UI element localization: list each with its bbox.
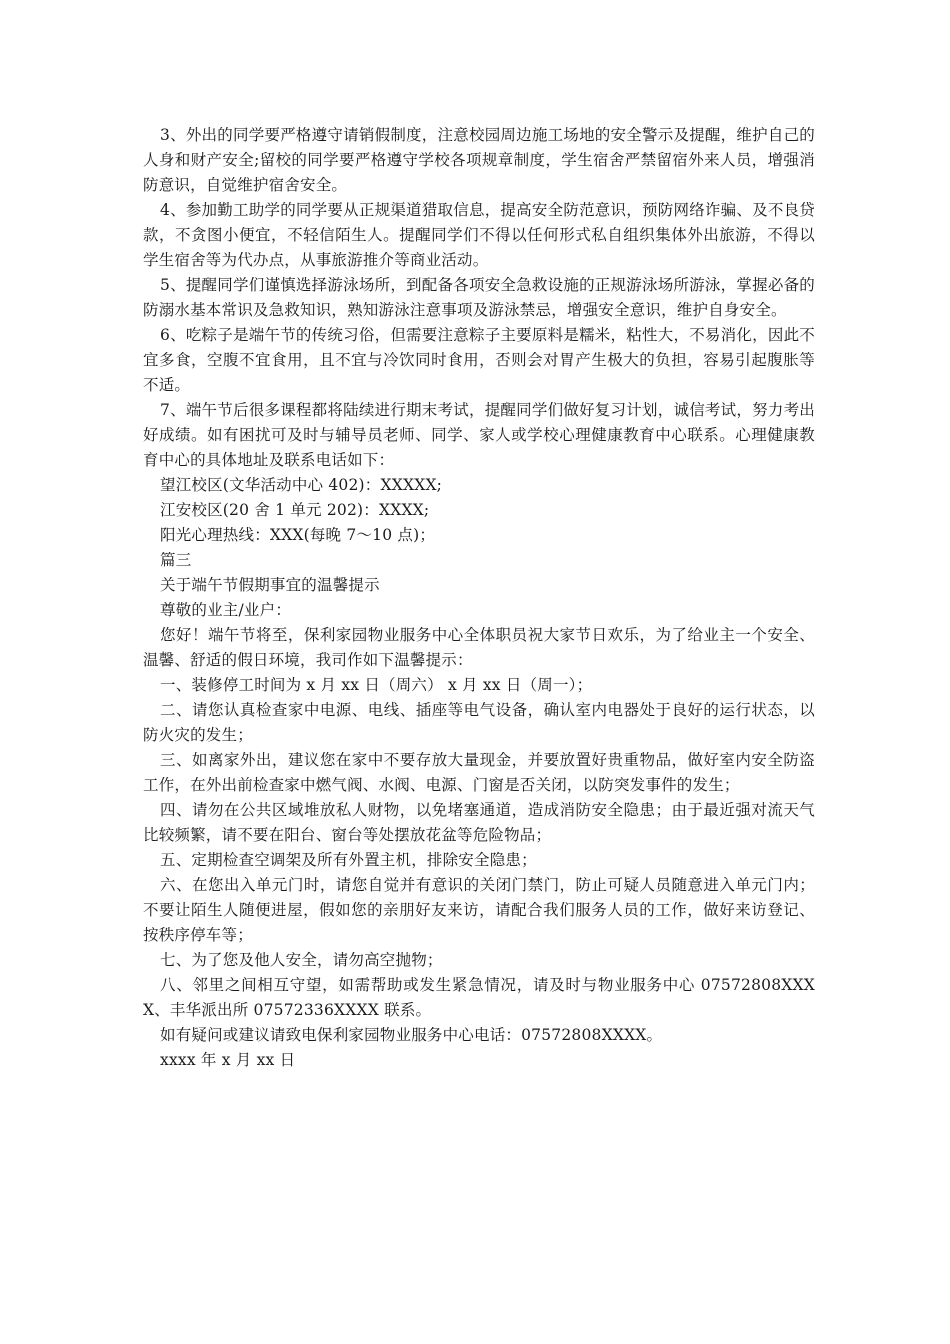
campus-jiangan-contact: 江安校区(20 舍 1 单元 202)：XXXX; <box>160 501 430 519</box>
notice-item-7: 七、为了您及他人安全，请勿高空抛物； <box>160 951 443 969</box>
section-heading: 篇三 <box>160 551 192 569</box>
notice-item-8: 八、邻里之间相互守望，如需帮助或发生紧急情况，请及时与物业服务中心 07572808XXXX、丰华派出所 07572336XXXX 联系。 <box>143 976 815 1019</box>
notice-item-6: 六、在您出入单元门时，请您自觉并有意识的关闭门禁门，防止可疑人员随意进入单元门内；不要让陌生人随便进屋，假如您的亲朋好友来访，请配合我们服务人员的工作，做好来访登记、按秩序停车等； <box>143 876 815 944</box>
notice-item-5: 五、定期检查空调架及所有外置主机，排除安全隐患； <box>160 851 537 869</box>
salutation: 尊敬的业主/业户： <box>160 601 292 619</box>
document-body <box>143 123 815 1073</box>
paragraph-item-5: 5、提醒同学们谨慎选择游泳场所，到配备各项安全急救设施的正规游泳场所游泳，掌握必备的防溺水基本常识及急救知识，熟知游泳注意事项及游泳禁忌，增强安全意识，维护自身安全。 <box>143 276 815 319</box>
paragraph-item-6: 6、吃粽子是端午节的传统习俗，但需要注意粽子主要原料是糯米，粘性大，不易消化，因此不宜多食，空腹不宜食用，且不宜与冷饮同时食用，否则会对胃产生极大的负担，容易引起腹胀等不适。 <box>143 326 815 394</box>
paragraph-item-4: 4、参加勤工助学的同学要从正规渠道猎取信息，提高安全防范意识，预防网络诈骗、及不良贷款，不贪图小便宜，不轻信陌生人。提醒同学们不得以任何形式私自组织集体外出旅游，不得以学生宿舍等为代办点，从事旅游推介等商业活动。 <box>143 201 815 269</box>
notice-item-4: 四、请勿在公共区域堆放私人财物，以免堵塞通道，造成消防安全隐患；由于最近强对流天气比较频繁，请不要在阳台、窗台等处摆放花盆等危险物品； <box>143 801 815 844</box>
notice-item-3: 三、如离家外出，建议您在家中不要存放大量现金，并要放置好贵重物品，做好室内安全防盗工作，在外出前检查家中燃气阀、水阀、电源、门窗是否关闭，以防突发事件的发生； <box>143 751 815 794</box>
campus-wangjiang-contact: 望江校区(文华活动中心 402)：XXXXX; <box>160 476 443 494</box>
notice-item-1: 一、装修停工时间为 x 月 xx 日（周六） x 月 xx 日（周一）； <box>160 676 593 694</box>
intro-paragraph: 您好！端午节将至，保利家园物业服务中心全体职员祝大家节日欢乐，为了给业主一个安全、温馨、舒适的假日环境，我司作如下温馨提示： <box>143 626 815 669</box>
paragraph-item-3: 3、外出的同学要严格遵守请销假制度，注意校园周边施工场地的安全警示及提醒，维护自己的人身和财产安全;留校的同学要严格遵守学校各项规章制度，学生宿舍严禁留宿外来人员，增强消防意识，自觉维护宿舍安全。 <box>143 126 815 194</box>
date-line: xxxx 年 x 月 xx 日 <box>160 1051 296 1069</box>
notice-title: 关于端午节假期事宜的温馨提示 <box>160 576 380 594</box>
contact-line: 如有疑问或建议请致电保利家园物业服务中心电话：07572808XXXX。 <box>160 1026 663 1044</box>
notice-item-2: 二、请您认真检查家中电源、电线、插座等电气设备，确认室内电器处于良好的运行状态，以防火灾的发生； <box>143 701 815 744</box>
paragraph-item-7: 7、端午节后很多课程都将陆续进行期末考试，提醒同学们做好复习计划，诚信考试，努力考出好成绩。如有困扰可及时与辅导员老师、同学、家人或学校心理健康教育中心联系。心理健康教育中心的具体地址及联系电话如下： <box>143 401 815 469</box>
psychology-hotline: 阳光心理热线：XXX(每晚 7～10 点)； <box>160 526 436 544</box>
